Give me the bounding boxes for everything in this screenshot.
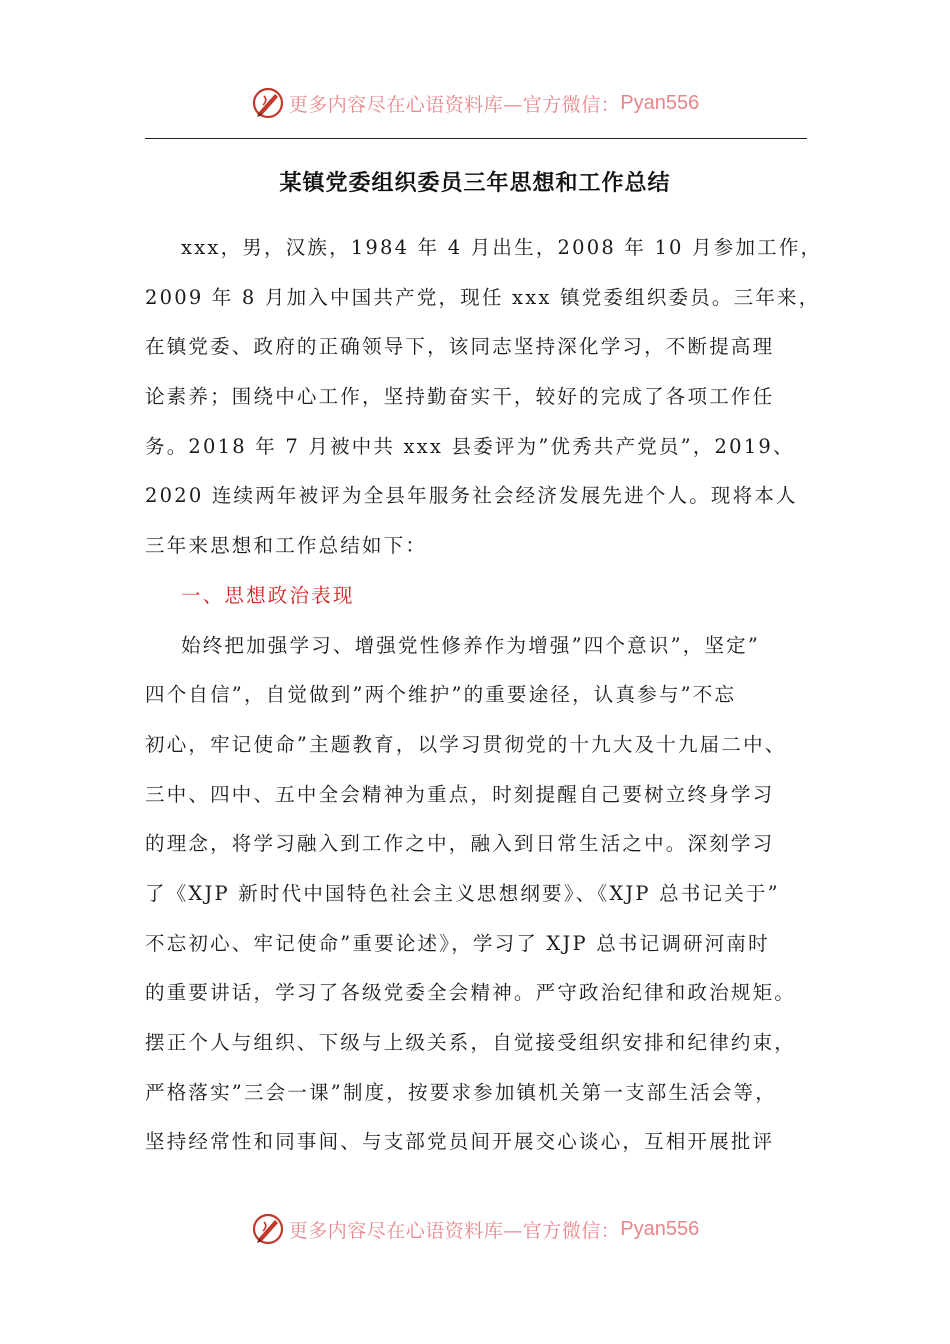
paragraph-line: 的理念，将学习融入到工作之中，融入到日常生活之中。深刻学习: [145, 832, 775, 856]
paragraph-line: 四个自信”，自觉做到”两个维护”的重要途径，认真参与”不忘: [145, 683, 737, 707]
paragraph-line: 三年来思想和工作总结如下：: [145, 534, 428, 558]
footer-banner: [0, 1209, 950, 1249]
paragraph-line: 初心，牢记使命”主题教育，以学习贯彻党的十九大及十九届二中、: [145, 732, 787, 756]
paragraph-line: xxx，男，汉族，1984 年 4 月出生，2008 年 10 月参加工作，: [181, 236, 823, 259]
paragraph-line: 的重要讲话，学习了各级党委全会精神。严守政治纪律和政治规矩。: [145, 981, 797, 1005]
paragraph-line: 始终把加强学习、增强党性修养作为增强”四个意识”，坚定”: [181, 633, 761, 657]
pen-logo-icon: [251, 86, 285, 120]
paragraph-line: 论素养；围绕中心工作，坚持勤奋实干，较好的完成了各项工作任: [145, 385, 775, 409]
paragraph-line: 坚持经常性和同事间、与支部党员间开展交心谈心，互相开展批评: [145, 1130, 775, 1154]
paragraph-line: 三中、四中、五中全会精神为重点，时刻提醒自己要树立终身学习: [145, 782, 775, 806]
paragraph-line: 不忘初心、牢记使命”重要论述》，学习了 XJP 总书记调研河南时: [145, 931, 770, 955]
section-heading: 一、思想政治表现: [181, 583, 355, 607]
banner-text: 更多内容尽在心语资料库—官方微信：: [288, 93, 621, 116]
paragraph-line: 务。2018 年 7 月被中共 xxx 县委评为”优秀共产党员”，2019、: [145, 434, 795, 458]
header-divider: [145, 138, 807, 139]
page-title: 某镇党委组织委员三年思想和工作总结: [279, 170, 671, 196]
header-banner: [0, 83, 950, 123]
footer-wechat-id: Pyan556: [620, 1217, 700, 1240]
paragraph-line: 在镇党委、政府的正确领导下，该同志坚持深化学习，不断提高理: [145, 335, 775, 359]
document-body: [145, 229, 835, 1173]
paragraph-line: 了《XJP 新时代中国特色社会主义思想纲要》、《XJP 总书记关于”: [145, 881, 780, 905]
paragraph-line: 严格落实”三会一课”制度，按要求参加镇机关第一支部生活会等，: [145, 1080, 777, 1104]
paragraph-line: 摆正个人与组织、下级与上级关系，自觉接受组织安排和纪律约束，: [145, 1031, 797, 1054]
paragraph-line: 2009 年 8 月加入中国共产党，现任 xxx 镇党委组织委员。三年来，: [145, 285, 821, 309]
paragraph-line: 2020 连续两年被评为全县年服务社会经济发展先进个人。现将本人: [145, 484, 798, 508]
banner-wechat-id: Pyan556: [620, 91, 700, 114]
footer-banner-text: 更多内容尽在心语资料库—官方微信：: [288, 1219, 621, 1242]
pen-logo-icon: [251, 1212, 285, 1246]
